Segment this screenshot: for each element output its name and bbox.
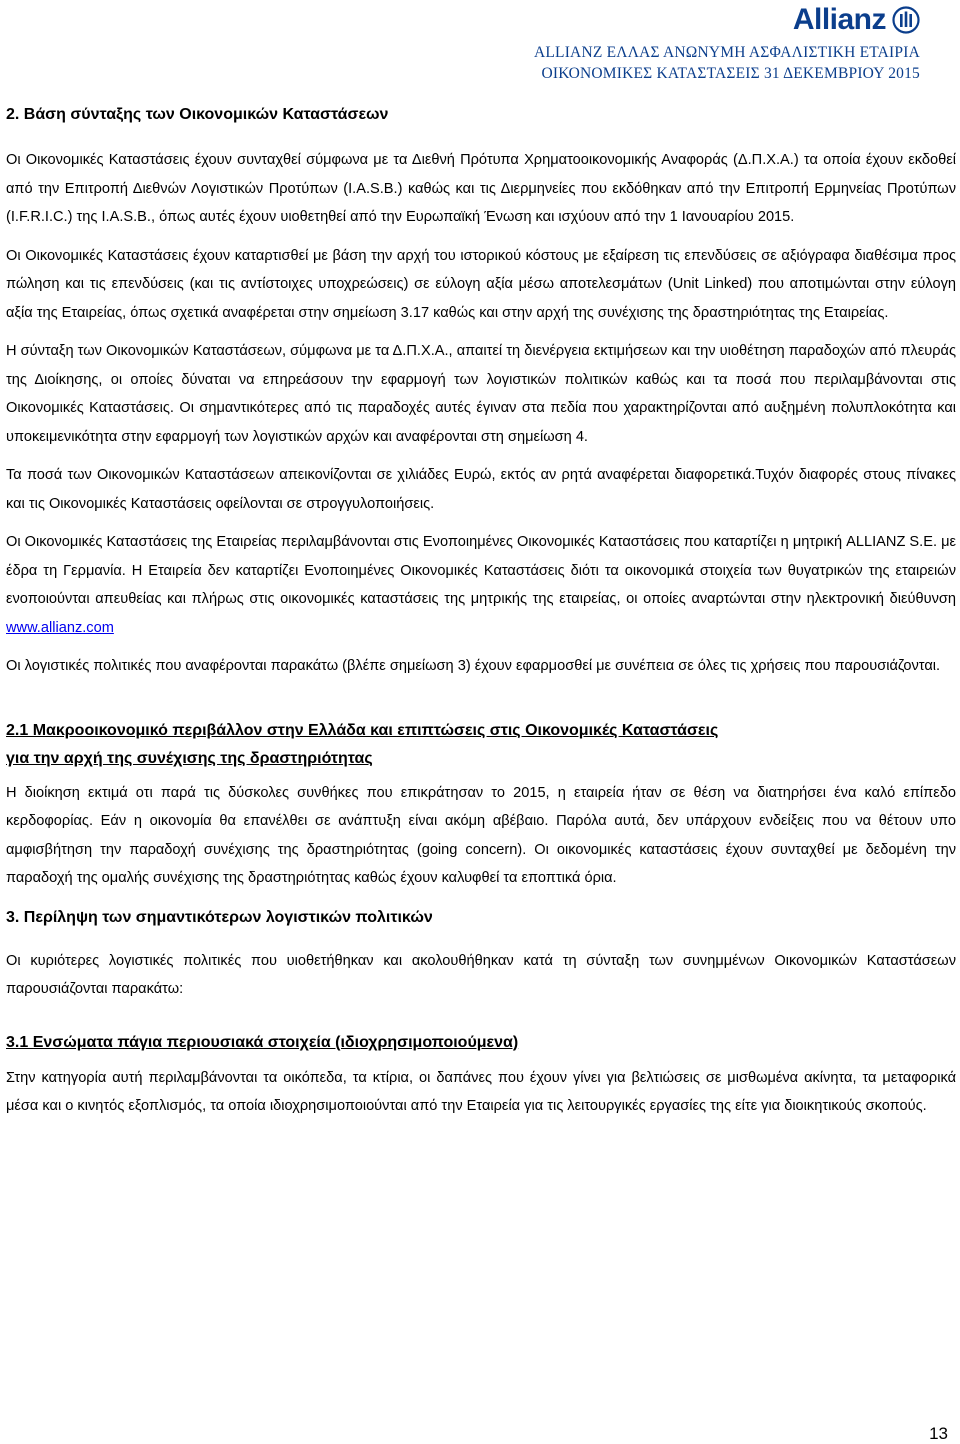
allianz-logo: [534, 0, 920, 40]
section-2-paragraph-1: Οι Οικονομικές Καταστάσεις έχουν συνταχθεί σύμφωνα με τα Διεθνή Πρότυπα Χρηματοοικονομικής Αναφοράς (Δ.Π.Χ.Α.) τα οποία έχουν εκδοθεί από την Επιτροπή Διεθνών Λογιστικών Προτύπων (I.A.S.B.) καθώς και τις Διερμηνείες που εκδόθηκαν από την Επιτροπή Ερμηνείας Προτύπων (I.F.R.I.C.) της I.A.S.B., όπως αυτές έχουν υιοθετηθεί από την Ευρωπαϊκή Ένωση και ισχύουν από την 1 Ιανουαρίου 2015.: [6, 152, 956, 225]
section-2-1-heading: [6, 717, 956, 773]
document-body: [6, 106, 956, 1121]
section-2-paragraph-5: [6, 528, 956, 642]
section-2-1-heading-line-2: για την αρχή της συνέχισης της δραστηριότητας: [6, 749, 373, 767]
page-header: [534, 0, 920, 83]
company-name: ALLIANZ ΕΛΛΑΣ ΑΝΩΝΥΜΗ ΑΣΦΑΛΙΣΤΙΚΗ ΕΤΑΙΡΙΑ: [533, 44, 920, 61]
section-2-paragraph-4: Τα ποσά των Οικονομικών Καταστάσεων απεικονίζονται σε χιλιάδες Ευρώ, εκτός αν ρητά αναφέρεται διαφορετικά.Τυχόν διαφορές στους πίνακες και τις Οικονομικές Καταστάσεις οφείλονται σε στρογγυλοποιήσεις.: [6, 467, 956, 512]
allianz-eagle-icon: [892, 6, 920, 34]
section-2-paragraph-6: Οι λογιστικές πολιτικές που αναφέρονται παρακάτω (βλέπε σημείωση 3) έχουν εφαρμοσθεί με συνέπεια σε όλες τις χρήσεις που παρουσιάζονται.: [6, 658, 941, 674]
section-3-heading: 3. Περίληψη των σημαντικότερων λογιστικών πολιτικών: [6, 908, 433, 926]
section-2-heading: 2. Βάση σύνταξης των Οικονομικών Καταστάσεων: [6, 106, 389, 123]
page-number: 13: [929, 1424, 948, 1443]
report-title: ΟΙΚΟΝΟΜΙΚΕΣ ΚΑΤΑΣΤΑΣΕΙΣ 31 ΔΕΚΕΜΒΡΙΟΥ 2015: [541, 65, 920, 82]
section-2-1-heading-line-1: 2.1 Μακροοικονομικό περιβάλλον στην Ελλάδα και επιπτώσεις στις Οικονομικές Καταστάσεις: [6, 721, 719, 739]
section-3-1-paragraph-1: Στην κατηγορία αυτή περιλαμβάνονται τα οικόπεδα, τα κτίρια, οι δαπάνες που έχουν γίνει για βελτιώσεις σε μισθωμένα ακίνητα, τα μεταφορικά μέσα και ο κινητός εξοπλισμός, τα οποία ιδιοχρησιμοποιούνται από την Εταιρεία για τις λειτουργικές εργασίες της είτε για διοικητικούς σκοπούς.: [6, 1069, 956, 1114]
section-3-paragraph-1: Οι κυριότερες λογιστικές πολιτικές που υιοθετήθηκαν και ακολουθήθηκαν κατά τη σύνταξη των συνημμένων Οικονομικών Καταστάσεων παρουσιάζονται παρακάτω:: [6, 952, 956, 997]
allianz-website-link[interactable]: www.allianz.com: [6, 619, 114, 636]
section-3-1-heading: 3.1 Ενσώματα πάγια περιουσιακά στοιχεία (ιδιοχρησιμοποιούμενα): [6, 1033, 519, 1051]
section-2-paragraph-5-text: Οι Οικονομικές Καταστάσεις της Εταιρείας περιλαμβάνονται στις Ενοποιημένες Οικονομικές Καταστάσεις που καταρτίζει η μητρική ALLIANZ S.E. με έδρα τη Γερμανία. Η Εταιρεία δεν καταρτίζει Ενοποιημένες Οικονομικές Καταστάσεις διότι τα οικονομικά στοιχεία των θυγατρικών της εταιρειών ενοποιούνται απευθείας και πλήρως στις οικονομικές καταστάσεις της μητρικής της εταιρείας, οι οποίες αναρτώνται στην ηλεκτρονική διεύθυνση: [6, 534, 956, 607]
brand-wordmark: Allianz: [792, 3, 886, 36]
section-2-paragraph-2: Οι Οικονομικές Καταστάσεις έχουν καταρτισθεί με βάση την αρχή του ιστορικού κόστους με εξαίρεση τις επενδύσεις σε αξιόγραφα διαθέσιμα προς πώληση και τις επενδύσεις (και τις αντίστοιχες υποχρεώσεις) σε εύλογη αξία μέσω αποτελεσμάτων (Unit Linked) που αποτιμώνται στην εύλογη αξία της Εταιρείας, όπως σχετικά αναφέρεται στην σημείωση 3.17 καθώς και στην αρχή της συνέχισης της δραστηριότητας της Εταιρείας.: [6, 247, 956, 321]
section-2-paragraph-3: Η σύνταξη των Οικονομικών Καταστάσεων, σύμφωνα με τα Δ.Π.Χ.Α., απαιτεί τη διενέργεια εκτιμήσεων και την υιοθέτηση παραδοχών από πλευράς της Διοίκησης, οι οποίες δύναται να επηρεάσουν την εφαρμογή των λογιστικών πολιτικών καθώς και τα ποσά που περιλαμβάνονται στις Οικονομικές Καταστάσεις. Οι σημαντικότερες από τις παραδοχές αυτές έγιναν στα πεδία που χαρακτηρίζονται από αυξημένη πολυπλοκότητα και υποκειμενικότητα στην εφαρμογή των λογιστικών αρχών και αναφέρονται στη σημείωση 4.: [6, 343, 956, 445]
section-2-1-paragraph-1: Η διοίκηση εκτιμά οτι παρά τις δύσκολες συνθήκες που επικράτησαν το 2015, η εταιρεία ήταν σε θέση να διατηρήσει ένα καλό επίπεδο κερδοφορίας. Εάν η οικονομία θα επανέλθει σε ανάπτυξη είναι ακόμη αβέβαιο. Παρόλα αυτά, δεν υπάρχουν ενδείξεις που να θέτουν υπο αμφισβήτηση την παραδοχή συνέχισης της δραστηριότητας (going concern). Οι οικονομικές καταστάσεις έχουν συνταχθεί με δεδομένη την παραδοχή της ομαλής συνέχισης της δραστηριότητας καθώς έχουν καλυφθεί τα εποπτικά όρια.: [6, 784, 956, 886]
